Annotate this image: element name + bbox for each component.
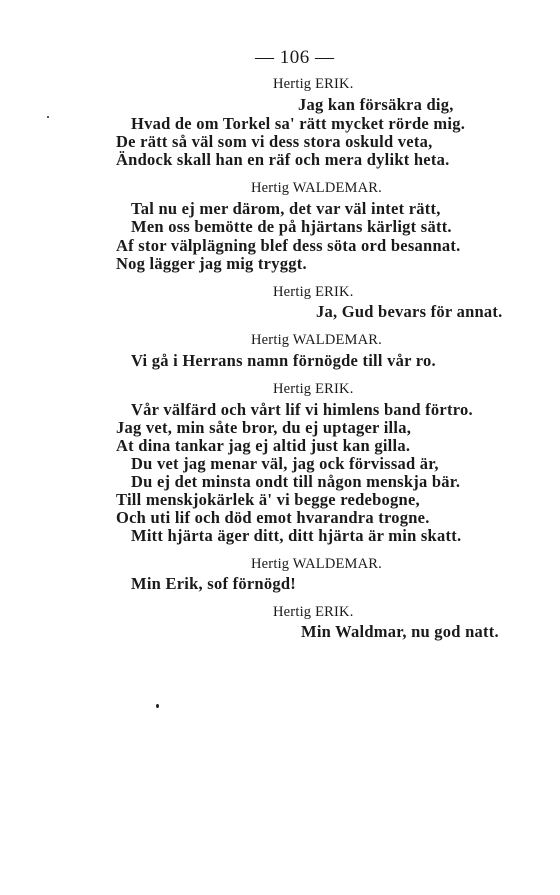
speaker-name: Hertig ERIK. — [273, 381, 354, 397]
verse-line: Nog lägger jag mig tryggt. — [116, 254, 307, 273]
verse-line: De rätt så väl som vi dess stora oskuld veta, — [116, 132, 433, 151]
verse-line: At dina tankar jag ej altid just kan gilla. — [116, 436, 411, 455]
speaker-name: Hertig WALDEMAR. — [251, 332, 383, 348]
verse-line: Jag vet, min såte bror, du ej uptager illa, — [116, 418, 412, 437]
verse-line: Till menskjokärlek ä' vi begge redebogne, — [116, 490, 420, 509]
page-number: — 106 — — [255, 47, 335, 68]
print-speck — [156, 704, 159, 708]
verse-line: Min Erik, sof förnögd! — [131, 574, 297, 593]
verse-line: Ja, Gud bevars för annat. — [316, 302, 503, 321]
verse-line: Du ej det minsta ondt till någon menskja bär. — [131, 472, 461, 491]
verse-line: Och uti lif och död emot hvarandra trogne. — [116, 508, 430, 527]
verse-line: Vår välfärd och vårt lif vi himlens band förtro. — [131, 400, 473, 419]
verse-line: Jag kan försäkra dig, — [298, 95, 454, 114]
speaker-name: Hertig ERIK. — [273, 76, 354, 92]
speaker-name: Hertig ERIK. — [273, 284, 354, 300]
verse-line: Ändock skall han en räf och mera dylikt heta. — [116, 150, 450, 169]
verse-line: Tal nu ej mer därom, det var väl intet rätt, — [131, 199, 441, 218]
verse-line: Af stor välplägning blef dess söta ord besannat. — [116, 236, 461, 255]
verse-line: Du vet jag menar väl, jag ock förvissad är, — [131, 454, 439, 473]
verse-line: Hvad de om Torkel sa' rätt mycket rörde mig. — [131, 114, 466, 133]
verse-line: Vi gå i Herrans namn förnögde till vår ro. — [131, 351, 436, 370]
verse-line: Men oss bemötte de på hjärtans kärligt sätt. — [131, 217, 452, 236]
speaker-name: Hertig WALDEMAR. — [251, 556, 383, 572]
speaker-name: Hertig WALDEMAR. — [251, 180, 383, 196]
print-speck — [47, 116, 49, 118]
verse-line: Min Waldmar, nu god natt. — [301, 622, 499, 641]
verse-line: Mitt hjärta äger ditt, ditt hjärta är min skatt. — [131, 526, 462, 545]
speaker-name: Hertig ERIK. — [273, 604, 354, 620]
